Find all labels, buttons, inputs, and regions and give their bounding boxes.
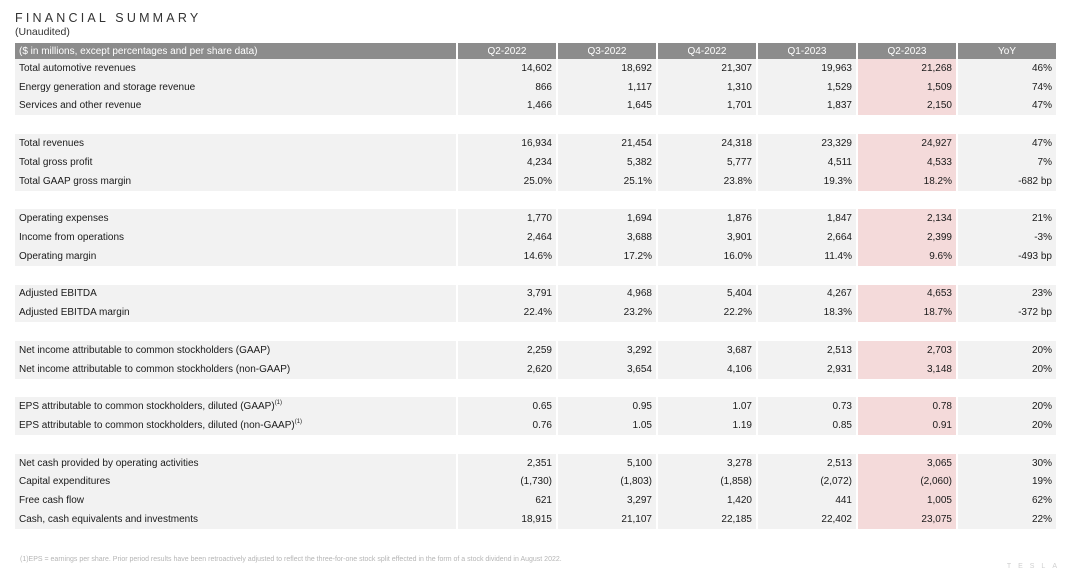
value-cell: 5,382: [557, 153, 657, 172]
row-label: [15, 303, 457, 322]
value-cell: 18,915: [457, 510, 557, 529]
yoy-cell: 22%: [957, 510, 1056, 529]
row-label: [15, 341, 457, 360]
value-cell: (1,803): [557, 473, 657, 492]
row-label: [15, 209, 457, 228]
row-label-text: Income from operations: [19, 232, 125, 244]
column-header: Q2-2023: [857, 43, 957, 59]
row-label: [15, 228, 457, 247]
value-cell: 21,268: [857, 59, 957, 78]
value-cell: 2,259: [457, 341, 557, 360]
value-cell: 18,692: [557, 59, 657, 78]
value-cell: 23.8%: [657, 172, 757, 191]
row-label-text: Total GAAP gross margin: [19, 175, 132, 187]
value-cell: (2,072): [757, 473, 857, 492]
table-row: [15, 303, 1056, 322]
value-cell: 4,533: [857, 153, 957, 172]
table-row: [15, 491, 1056, 510]
value-cell: 1.05: [557, 416, 657, 435]
yoy-cell: -682 bp: [957, 172, 1056, 191]
value-cell: 25.1%: [557, 172, 657, 191]
row-label: [15, 397, 457, 416]
row-label-text: Net income attributable to common stockholders (GAAP): [19, 344, 271, 356]
value-cell: 621: [457, 491, 557, 510]
value-cell: 2,513: [757, 341, 857, 360]
row-label: [15, 510, 457, 529]
column-header: Q4-2022: [657, 43, 757, 59]
value-cell: 4,968: [557, 285, 657, 304]
row-label-text: Adjusted EBITDA: [19, 288, 97, 300]
column-header: Q3-2022: [557, 43, 657, 59]
row-label-text: EPS attributable to common stockholders, diluted (GAAP): [19, 401, 275, 413]
table-row: [15, 473, 1056, 492]
value-cell: 2,464: [457, 228, 557, 247]
value-cell: 0.95: [557, 397, 657, 416]
table-row: [15, 510, 1056, 529]
table-row: [15, 134, 1056, 153]
value-cell: 3,065: [857, 454, 957, 473]
row-label-text: Total automotive revenues: [19, 62, 136, 74]
value-cell: 21,454: [557, 134, 657, 153]
group-spacer: [15, 191, 1056, 210]
value-cell: 1,529: [757, 78, 857, 97]
row-label: [15, 454, 457, 473]
spacer-cell: [15, 322, 1056, 341]
value-cell: 1,847: [757, 209, 857, 228]
value-cell: 22,185: [657, 510, 757, 529]
value-cell: 1,005: [857, 491, 957, 510]
value-cell: 14,602: [457, 59, 557, 78]
yoy-cell: 74%: [957, 78, 1056, 97]
value-cell: 16,934: [457, 134, 557, 153]
value-cell: 1,117: [557, 78, 657, 97]
table-row: [15, 360, 1056, 379]
yoy-cell: 7%: [957, 153, 1056, 172]
value-cell: 1.07: [657, 397, 757, 416]
value-cell: 17.2%: [557, 247, 657, 266]
value-cell: 2,150: [857, 97, 957, 116]
row-label: [15, 473, 457, 492]
value-cell: 5,100: [557, 454, 657, 473]
value-cell: 4,653: [857, 285, 957, 304]
value-cell: 1,466: [457, 97, 557, 116]
yoy-cell: 62%: [957, 491, 1056, 510]
value-cell: 0.73: [757, 397, 857, 416]
value-cell: 24,927: [857, 134, 957, 153]
value-cell: 22.4%: [457, 303, 557, 322]
value-cell: 4,106: [657, 360, 757, 379]
table-row: [15, 172, 1056, 191]
column-header: Q1-2023: [757, 43, 857, 59]
value-cell: 1,876: [657, 209, 757, 228]
value-cell: 5,404: [657, 285, 757, 304]
value-cell: 1.19: [657, 416, 757, 435]
spacer-cell: [15, 266, 1056, 285]
group-spacer: [15, 435, 1056, 454]
table-row: [15, 209, 1056, 228]
value-cell: 2,399: [857, 228, 957, 247]
row-label: [15, 360, 457, 379]
tesla-logo: TESLA: [1006, 563, 1064, 570]
value-cell: 1,645: [557, 97, 657, 116]
value-cell: 23,329: [757, 134, 857, 153]
value-cell: 2,664: [757, 228, 857, 247]
footnote: (1)EPS = earnings per share. Prior period results have been retroactively adjusted to reflect the three-for-one stock split effected in the form of a stock dividend in August 2022.: [20, 556, 562, 563]
spacer-cell: [15, 435, 1056, 454]
value-cell: 16.0%: [657, 247, 757, 266]
row-label: [15, 78, 457, 97]
row-label: [15, 247, 457, 266]
row-label-text: Cash, cash equivalents and investments: [19, 514, 198, 526]
value-cell: 3,688: [557, 228, 657, 247]
value-cell: 2,134: [857, 209, 957, 228]
value-cell: 22,402: [757, 510, 857, 529]
table-row: [15, 228, 1056, 247]
row-label: [15, 285, 457, 304]
column-header: Q2-2022: [457, 43, 557, 59]
value-cell: 3,148: [857, 360, 957, 379]
table-body: [15, 59, 1056, 529]
group-spacer: [15, 322, 1056, 341]
value-cell: 866: [457, 78, 557, 97]
row-label-text: Capital expenditures: [19, 476, 111, 488]
row-label-text: Services and other revenue: [19, 100, 142, 112]
value-cell: 2,620: [457, 360, 557, 379]
value-cell: 18.7%: [857, 303, 957, 322]
table-row: [15, 97, 1056, 116]
yoy-cell: 20%: [957, 360, 1056, 379]
row-label-text: Net income attributable to common stockholders (non-GAAP): [19, 363, 291, 375]
value-cell: 3,297: [557, 491, 657, 510]
table-row: [15, 416, 1056, 435]
row-label-text: Operating margin: [19, 250, 97, 262]
row-label: [15, 134, 457, 153]
value-cell: 3,292: [557, 341, 657, 360]
value-cell: 0.76: [457, 416, 557, 435]
yoy-cell: 20%: [957, 341, 1056, 360]
value-cell: 3,654: [557, 360, 657, 379]
row-label-text: Net cash provided by operating activities: [19, 457, 199, 469]
value-cell: 1,420: [657, 491, 757, 510]
row-label-text: Free cash flow: [19, 495, 85, 507]
financial-summary-table: [15, 43, 1056, 529]
table-row: [15, 59, 1056, 78]
row-label-text: Total revenues: [19, 138, 85, 150]
table-row: [15, 285, 1056, 304]
yoy-cell: 47%: [957, 134, 1056, 153]
yoy-cell: 46%: [957, 59, 1056, 78]
value-cell: 23,075: [857, 510, 957, 529]
table-row: [15, 454, 1056, 473]
value-cell: 4,234: [457, 153, 557, 172]
value-cell: 22.2%: [657, 303, 757, 322]
row-label-text: Adjusted EBITDA margin: [19, 307, 130, 319]
value-cell: 11.4%: [757, 247, 857, 266]
value-cell: 3,901: [657, 228, 757, 247]
row-label: [15, 97, 457, 116]
table-row: [15, 341, 1056, 360]
value-cell: 0.91: [857, 416, 957, 435]
page-title: FINANCIAL SUMMARY: [15, 11, 202, 25]
value-cell: 1,701: [657, 97, 757, 116]
value-cell: 14.6%: [457, 247, 557, 266]
value-cell: 4,511: [757, 153, 857, 172]
yoy-cell: -3%: [957, 228, 1056, 247]
table-header-row: [15, 43, 1056, 59]
row-label: [15, 153, 457, 172]
yoy-cell: 19%: [957, 473, 1056, 492]
header-label: ($ in millions, except percentages and per share data): [15, 43, 457, 59]
row-label-text: Energy generation and storage revenue: [19, 81, 196, 93]
value-cell: 4,267: [757, 285, 857, 304]
value-cell: 0.78: [857, 397, 957, 416]
value-cell: 23.2%: [557, 303, 657, 322]
value-cell: 1,509: [857, 78, 957, 97]
row-label: [15, 172, 457, 191]
value-cell: 25.0%: [457, 172, 557, 191]
spacer-cell: [15, 379, 1056, 398]
value-cell: 3,687: [657, 341, 757, 360]
yoy-cell: -372 bp: [957, 303, 1056, 322]
footnote-marker: (1): [294, 418, 303, 425]
yoy-cell: 23%: [957, 285, 1056, 304]
spacer-cell: [15, 115, 1056, 134]
row-label-text: Operating expenses: [19, 213, 109, 225]
value-cell: 1,837: [757, 97, 857, 116]
row-label: [15, 416, 457, 435]
value-cell: 1,310: [657, 78, 757, 97]
table-row: [15, 78, 1056, 97]
yoy-cell: 30%: [957, 454, 1056, 473]
value-cell: 18.3%: [757, 303, 857, 322]
value-cell: 2,931: [757, 360, 857, 379]
yoy-cell: 21%: [957, 209, 1056, 228]
page-subtitle: (Unaudited): [15, 26, 70, 38]
value-cell: 9.6%: [857, 247, 957, 266]
row-label: [15, 59, 457, 78]
footnote-marker: (1): [274, 399, 283, 406]
value-cell: 18.2%: [857, 172, 957, 191]
value-cell: 0.85: [757, 416, 857, 435]
value-cell: 24,318: [657, 134, 757, 153]
value-cell: (2,060): [857, 473, 957, 492]
group-spacer: [15, 115, 1056, 134]
group-spacer: [15, 379, 1056, 398]
yoy-cell: -493 bp: [957, 247, 1056, 266]
group-spacer: [15, 266, 1056, 285]
value-cell: 1,694: [557, 209, 657, 228]
value-cell: 441: [757, 491, 857, 510]
yoy-cell: 20%: [957, 416, 1056, 435]
value-cell: 2,351: [457, 454, 557, 473]
value-cell: 19.3%: [757, 172, 857, 191]
row-label: [15, 491, 457, 510]
value-cell: (1,858): [657, 473, 757, 492]
value-cell: 3,791: [457, 285, 557, 304]
yoy-cell: 47%: [957, 97, 1056, 116]
table-row: [15, 247, 1056, 266]
value-cell: (1,730): [457, 473, 557, 492]
value-cell: 2,703: [857, 341, 957, 360]
value-cell: 5,777: [657, 153, 757, 172]
value-cell: 19,963: [757, 59, 857, 78]
table-row: [15, 153, 1056, 172]
value-cell: 21,307: [657, 59, 757, 78]
column-header: YoY: [957, 43, 1056, 59]
yoy-cell: 20%: [957, 397, 1056, 416]
value-cell: 3,278: [657, 454, 757, 473]
value-cell: 1,770: [457, 209, 557, 228]
value-cell: 0.65: [457, 397, 557, 416]
value-cell: 2,513: [757, 454, 857, 473]
row-label-text: Total gross profit: [19, 156, 93, 168]
row-label-text: EPS attributable to common stockholders, diluted (non-GAAP): [19, 420, 295, 432]
spacer-cell: [15, 191, 1056, 210]
value-cell: 21,107: [557, 510, 657, 529]
table-row: [15, 397, 1056, 416]
